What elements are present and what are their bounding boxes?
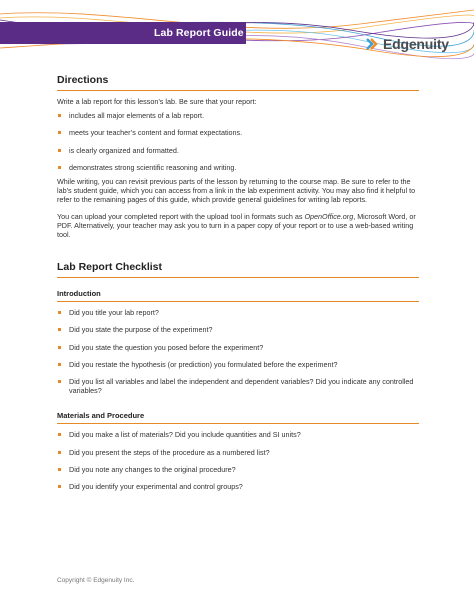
edgenuity-logo-icon: [366, 36, 382, 52]
introduction-list: [57, 308, 419, 395]
document-title: Lab Report Guide: [154, 27, 244, 39]
bullet-icon: [58, 311, 61, 314]
list-item: demonstrates strong scientific reasoning and writing.: [57, 163, 419, 172]
list-item: is clearly organized and formatted.: [57, 146, 419, 155]
directions-list: [57, 111, 419, 172]
list-item: Did you title your lab report?: [57, 308, 419, 317]
bullet-icon: [58, 346, 61, 349]
bullet-icon: [58, 131, 61, 134]
list-item: Did you list all variables and label the independent and dependent variables? Did you indicate any controlled variables?: [57, 377, 419, 395]
list-item: Did you note any changes to the original procedure?: [57, 465, 419, 474]
directions-intro: Write a lab report for this lesson’s lab. Be sure that your report:: [57, 97, 257, 106]
directions-heading: Directions: [57, 74, 419, 91]
directions-paragraph-1: While writing, you can revisit previous parts of the lesson by returning to the course map. Be sure to refer to the lab’s student guide, which you can access from a link in the lab experiment activity. You may also find it helpful to refer to the remaining pages of this guide, which provide general guidelines for writing lab reports.: [57, 177, 416, 205]
materials-heading: Materials and Procedure: [57, 411, 419, 424]
bullet-icon: [58, 468, 61, 471]
copyright-footer: Copyright © Edgenuity Inc.: [57, 577, 135, 584]
bullet-icon: [58, 485, 61, 488]
bullet-icon: [58, 451, 61, 454]
list-item: Did you restate the hypothesis (or prediction) you formulated before the experiment?: [57, 360, 419, 369]
directions-paragraph-2: You can upload your completed report with the upload tool in formats such as OpenOffice.org, Microsoft Word, or PDF. Alternatively, your teacher may ask you to turn in a paper copy of your report or to use a web-based writing tool.: [57, 211, 416, 240]
format-name: OpenOffice.org: [304, 211, 354, 221]
page-header: [0, 0, 474, 62]
list-item: Did you identify your experimental and control groups?: [57, 482, 419, 491]
list-item: includes all major elements of a lab report.: [57, 111, 419, 120]
list-item: Did you state the purpose of the experiment?: [57, 325, 419, 334]
bullet-icon: [58, 114, 61, 117]
bullet-icon: [58, 380, 61, 383]
bullet-icon: [58, 328, 61, 331]
materials-list: [57, 430, 419, 491]
bullet-icon: [58, 149, 61, 152]
list-item: Did you present the steps of the procedure as a numbered list?: [57, 448, 419, 457]
bullet-icon: [58, 433, 61, 436]
bullet-icon: [58, 363, 61, 366]
introduction-heading: Introduction: [57, 289, 419, 302]
document-body: [57, 74, 419, 491]
bullet-icon: [58, 166, 61, 169]
brand-name: Edgenuity: [383, 36, 449, 52]
list-item: Did you state the question you posed before the experiment?: [57, 343, 419, 352]
list-item: meets your teacher’s content and format expectations.: [57, 128, 419, 137]
list-item: Did you make a list of materials? Did you include quantities and SI units?: [57, 430, 419, 439]
edgenuity-logo: [366, 36, 449, 52]
checklist-heading: Lab Report Checklist: [57, 261, 419, 278]
